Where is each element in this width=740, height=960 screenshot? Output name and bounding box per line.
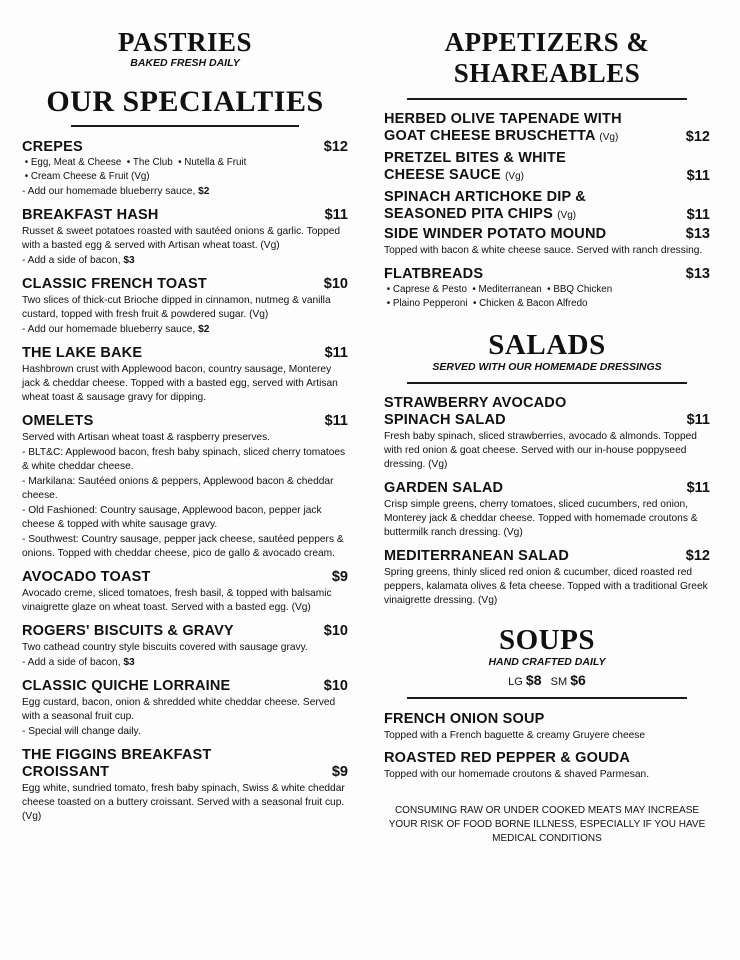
item-name: FLATBREADS <box>384 266 484 282</box>
item-description: Topped with a French baguette & creamy Gruyere cheese <box>384 730 646 741</box>
menu-item-crepes <box>22 139 348 199</box>
menu-item-strawberry-salad <box>384 395 710 472</box>
menu-item-olive-tapenade <box>384 111 710 146</box>
item-name: BREAKFAST HASH <box>22 207 159 223</box>
pastries-subtitle: BAKED FRESH DAILY <box>130 57 240 69</box>
food-safety-disclaimer: CONSUMING RAW OR UNDER COOKED MEATS MAY INCREASE YOUR RISK OF FOOD BORNE ILLNESS, ESPECIALLY IF YOU HAVE MEDICAL CONDITIONS <box>388 805 706 844</box>
item-description: Avocado creme, sliced tomatoes, fresh basil, & topped with balsamic vinaigrette glaze on wheat toast. Served with a basted egg. (Vg) <box>22 588 332 613</box>
menu-item-potato-mound <box>384 226 710 258</box>
menu-item-figgins-croissant <box>22 747 348 824</box>
item-name: ROGERS' BISCUITS & GRAVY <box>22 623 234 639</box>
item-name: CREPES <box>22 139 83 155</box>
item-name: OMELETS <box>22 413 94 429</box>
item-name: FRENCH ONION SOUP <box>384 711 545 727</box>
menu-item-breakfast-hash <box>22 207 348 268</box>
item-price: $10 <box>323 623 348 639</box>
specialties-divider <box>71 125 299 127</box>
appetizers-title: APPETIZERS & SHAREABLES <box>444 27 650 88</box>
menu-item-garden-salad <box>384 480 710 540</box>
menu-item-omelets <box>22 413 348 561</box>
menu-item-biscuits-gravy <box>22 623 348 670</box>
crepe-options: • Egg, Meat & Cheese • The Club • Nutella & Fruit • Cream Cheese & Fruit (Vg) <box>22 157 247 182</box>
menu-item-mediterranean-salad <box>384 548 710 608</box>
item-price: $11 <box>686 207 710 223</box>
item-name: SIDE WINDER POTATO MOUND <box>384 226 607 242</box>
item-price: $10 <box>323 678 348 694</box>
right-column <box>384 0 710 856</box>
salads-subtitle: SERVED WITH OUR HOMEMADE DRESSINGS <box>432 361 662 373</box>
omelet-option: - Southwest: Country sausage, pepper jack cheese, sautéed peppers & onions. Topped with cheddar cheese, pico de gallo & avocado cream. <box>22 534 344 559</box>
specialties-title: OUR SPECIALTIES <box>46 85 324 118</box>
item-description: Spring greens, thinly sliced red onion & cucumber, diced roasted red peppers, kalamata olives & feta cheese. Topped with a traditional Greek vinaigrette dressing. (Vg) <box>384 567 708 606</box>
menu-item-avocado-toast <box>22 569 348 615</box>
item-price: $13 <box>685 226 710 242</box>
menu-item-quiche <box>22 678 348 739</box>
item-addon: - Add our homemade blueberry sauce, $2 <box>22 324 210 335</box>
item-name: ROASTED RED PEPPER & GOUDA <box>384 750 631 766</box>
item-price: $9 <box>331 764 348 780</box>
item-name: AVOCADO TOAST <box>22 569 151 585</box>
item-price: $13 <box>685 266 710 282</box>
item-name: THE FIGGINS BREAKFAST CROISSANT <box>22 747 212 780</box>
item-name: CLASSIC FRENCH TOAST <box>22 276 207 292</box>
item-price: $12 <box>685 129 710 145</box>
menu-item-flatbreads <box>384 266 710 311</box>
item-name: MEDITERRANEAN SALAD <box>384 548 570 564</box>
item-description: Served with Artisan wheat toast & raspberry preserves. <box>22 432 271 443</box>
salads-divider <box>407 382 687 384</box>
item-description: Topped with bacon & white cheese sauce. Served with ranch dressing. <box>384 245 703 256</box>
item-description: Hashbrown crust with Applewood bacon, country sausage, Monterey jack & cheddar cheese. Topped with a basted egg, served with Artisan wheat toast & sausage gravy for dipping. <box>22 364 338 403</box>
item-name: GARDEN SALAD <box>384 480 504 496</box>
item-name: CLASSIC QUICHE LORRAINE <box>22 678 231 694</box>
left-column <box>22 0 348 824</box>
item-addon: - Add a side of bacon, $3 <box>22 255 135 266</box>
item-price: $11 <box>324 207 348 223</box>
soups-title: SOUPS <box>499 624 595 656</box>
item-price: $9 <box>331 569 348 585</box>
item-name: STRAWBERRY AVOCADO SPINACH SALAD <box>384 395 567 428</box>
pastries-title: PASTRIES <box>117 27 253 57</box>
item-price: $11 <box>324 413 348 429</box>
menu-item-red-pepper-gouda <box>384 749 710 782</box>
item-addon: - Add our homemade blueberry sauce, $2 <box>22 186 210 197</box>
item-description: Two cathead country style biscuits covered with sausage gravy. <box>22 642 308 653</box>
item-description: Fresh baby spinach, sliced strawberries, avocado & almonds. Topped with red onion & goat cheese. Served with our in-house poppyseed dressing. (Vg) <box>384 431 697 470</box>
item-price: $12 <box>685 548 710 564</box>
omelet-option: - Old Fashioned: Country sausage, Applewood bacon, pepper jack cheese & topped with white sausage gravy. <box>22 505 322 530</box>
soups-subtitle: HAND CRAFTED DAILY <box>488 656 606 668</box>
menu-item-lake-bake <box>22 345 348 405</box>
item-name: SPINACH ARTICHOKE DIP & SEASONED PITA CHIPS (Vg) <box>384 189 586 222</box>
item-price: $11 <box>324 345 348 361</box>
menu-item-french-toast <box>22 276 348 337</box>
item-price: $11 <box>686 480 710 496</box>
omelet-option: - BLT&C: Applewood bacon, fresh baby spinach, sliced cherry tomatoes & white cheddar cheese. <box>22 447 346 472</box>
item-description: Russet & sweet potatoes roasted with sautéed onions & garlic. Topped with a basted egg & served with Artisan wheat toast. (Vg) <box>22 226 341 251</box>
item-price: $11 <box>686 412 710 428</box>
item-description: Crisp simple greens, cherry tomatoes, sliced cucumbers, red onion, Monterey jack & cheddar cheese. Topped with homemade croutons & buttermilk ranch dressing. (Vg) <box>384 499 698 538</box>
soup-prices: LG $8 SM $6 <box>508 672 586 688</box>
item-note: - Special will change daily. <box>22 726 141 737</box>
item-name: PRETZEL BITES & WHITE CHEESE SAUCE (Vg) <box>384 150 566 183</box>
item-description: Egg custard, bacon, onion & shredded white cheddar cheese. Served with a seasonal fruit cup. <box>22 697 336 722</box>
soups-divider <box>407 697 687 699</box>
flatbread-options: • Caprese & Pesto • Mediterranean • BBQ Chicken • Plaino Pepperoni • Chicken & Bacon Alfredo <box>384 284 613 309</box>
menu-item-pretzel-bites <box>384 150 710 185</box>
menu-item-french-onion-soup <box>384 710 710 743</box>
item-price: $12 <box>323 139 348 155</box>
item-price: $11 <box>686 168 710 184</box>
item-addon: - Add a side of bacon, $3 <box>22 657 135 668</box>
menu-item-spinach-dip <box>384 189 710 224</box>
item-price: $10 <box>323 276 348 292</box>
item-description: Egg white, sundried tomato, fresh baby spinach, Swiss & white cheddar cheese toasted on a buttery croissant. Served with a seasonal fruit cup. (Vg) <box>22 783 345 822</box>
salads-title: SALADS <box>488 329 606 361</box>
item-description: Topped with our homemade croutons & shaved Parmesan. <box>384 769 650 780</box>
item-name: THE LAKE BAKE <box>22 345 143 361</box>
omelet-option: - Markilana: Sautéed onions & peppers, Applewood bacon & cheddar cheese. <box>22 476 334 501</box>
item-name: HERBED OLIVE TAPENADE WITH GOAT CHEESE BRUSCHETTA (Vg) <box>384 111 622 144</box>
appetizers-divider <box>407 98 687 100</box>
item-description: Two slices of thick-cut Brioche dipped in cinnamon, nutmeg & vanilla custard, topped with fresh fruit & powdered sugar. (Vg) <box>22 295 331 320</box>
